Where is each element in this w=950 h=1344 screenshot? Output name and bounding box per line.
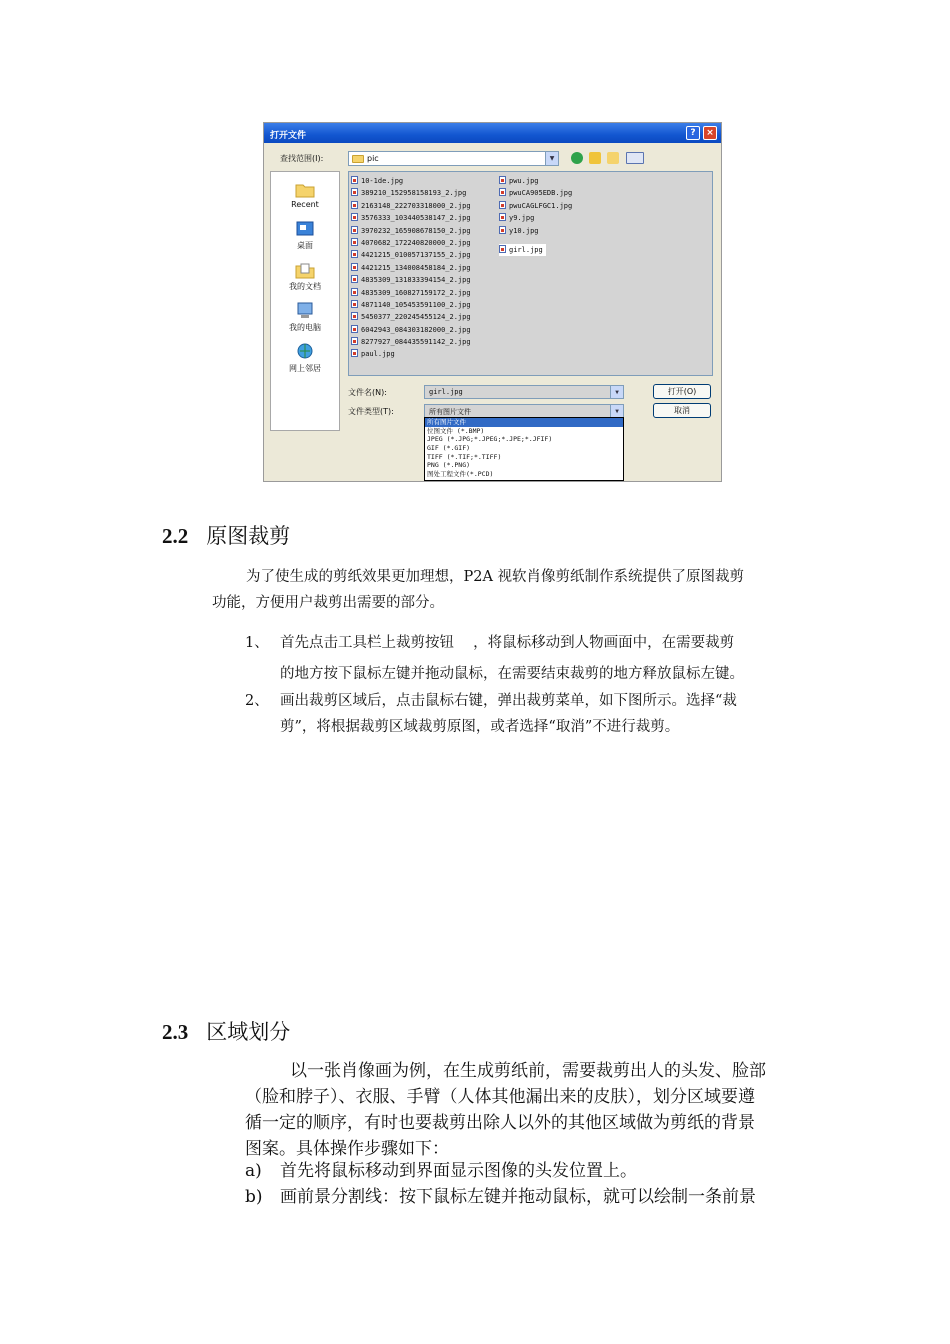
jpg-file-icon bbox=[351, 250, 358, 258]
lookin-value: pic bbox=[367, 154, 379, 163]
step-1-marker: 1、 bbox=[245, 635, 269, 651]
intro-line-2: 功能，方便用户裁剪出需要的部分。 bbox=[212, 595, 444, 611]
file-item[interactable]: 389210_152958158193_2.jpg bbox=[351, 187, 471, 199]
section-title: 原图裁剪 bbox=[206, 524, 291, 548]
computer-icon bbox=[295, 302, 315, 320]
jpg-file-icon bbox=[351, 226, 358, 234]
filetype-select[interactable]: 所有图片文件 ▼ bbox=[424, 404, 624, 418]
filetype-option[interactable]: TIFF (*.TIF;*.TIFF) bbox=[427, 452, 502, 461]
file-item[interactable]: paul.jpg bbox=[351, 348, 471, 360]
place-computer[interactable]: 我的电脑 bbox=[271, 302, 339, 333]
file-item[interactable]: 4835309_131833394154_2.jpg bbox=[351, 274, 471, 286]
step-2-line-1: 画出裁剪区域后，点击鼠标右键，弹出裁剪菜单，如下图所示。选择“裁 bbox=[280, 693, 737, 709]
filetype-option[interactable]: PNG (*.PNG) bbox=[427, 461, 471, 470]
filetype-dropdown[interactable] bbox=[424, 417, 624, 481]
chevron-down-icon[interactable]: ▼ bbox=[610, 405, 623, 417]
section-number: 2.2 bbox=[162, 524, 189, 548]
jpg-file-icon bbox=[351, 312, 358, 320]
jpg-file-icon bbox=[351, 188, 358, 196]
filetype-option[interactable]: GIF (*.GIF) bbox=[427, 444, 471, 453]
open-button[interactable]: 打开(O) bbox=[653, 384, 711, 399]
jpg-file-icon bbox=[351, 263, 358, 271]
step-2-marker: 2、 bbox=[245, 693, 269, 709]
open-file-dialog-screenshot bbox=[263, 122, 722, 482]
para-line-2: （脸和脖子）、衣服、手臂（人体其他漏出来的皮肤），划分区域要遵 bbox=[245, 1087, 755, 1107]
jpg-file-icon bbox=[351, 213, 358, 221]
intro-line-1: 为了使生成的剪纸效果更加理想，P2A 视软肖像剪纸制作系统提供了原图裁剪 bbox=[246, 569, 745, 585]
chevron-down-icon[interactable]: ▼ bbox=[545, 152, 558, 165]
step-1-line-1: 首先点击工具栏上裁剪按钮 ，将鼠标移动到人物画面中，在需要裁剪 bbox=[280, 635, 735, 651]
para-line-4: 图案。具体操作步骤如下： bbox=[245, 1139, 449, 1159]
jpg-file-icon bbox=[351, 275, 358, 283]
file-item-selected[interactable]: girl.jpg bbox=[499, 244, 546, 256]
jpg-file-icon bbox=[351, 201, 358, 209]
file-item[interactable]: 8277927_084435591142_2.jpg bbox=[351, 336, 471, 348]
file-item[interactable]: 5450377_220245455124_2.jpg bbox=[351, 311, 471, 323]
item-b-marker: b) bbox=[245, 1187, 263, 1207]
lookin-label: 查找范围(I): bbox=[280, 154, 324, 163]
jpg-file-icon bbox=[499, 226, 506, 234]
jpg-file-icon bbox=[499, 176, 506, 184]
jpg-file-icon bbox=[351, 238, 358, 246]
jpg-file-icon bbox=[351, 337, 358, 345]
jpg-file-icon bbox=[351, 176, 358, 184]
help-button[interactable]: ? bbox=[686, 126, 700, 140]
recent-folder-icon bbox=[295, 180, 315, 198]
desktop-icon bbox=[295, 220, 315, 238]
para-line-1: 以一张肖像画为例，在生成剪纸前，需要裁剪出人的头发、脸部 bbox=[290, 1061, 766, 1081]
jpg-file-icon bbox=[351, 325, 358, 333]
item-a-marker: a) bbox=[245, 1161, 262, 1181]
place-desktop[interactable]: 桌面 bbox=[271, 220, 339, 251]
file-item[interactable]: 6042943_084303182000_2.jpg bbox=[351, 324, 471, 336]
file-column-2 bbox=[499, 175, 572, 256]
item-a: 首先将鼠标移动到界面显示图像的头发位置上。 bbox=[280, 1161, 637, 1181]
file-item[interactable]: 4421215_134008458184_2.jpg bbox=[351, 262, 471, 274]
filetype-option[interactable]: 位图文件 (*.BMP) bbox=[427, 426, 485, 435]
section-title: 区域划分 bbox=[206, 1020, 291, 1044]
file-item[interactable]: pwuCA905EDB.jpg bbox=[499, 187, 572, 199]
network-globe-icon bbox=[295, 343, 315, 361]
places-bar bbox=[270, 171, 340, 431]
file-item[interactable]: 2163148_222703318000_2.jpg bbox=[351, 200, 471, 212]
place-recent[interactable]: Recent bbox=[271, 180, 339, 209]
file-list[interactable] bbox=[348, 171, 713, 376]
filetype-option[interactable]: 所有图片文件 bbox=[425, 418, 623, 427]
item-b: 画前景分割线：按下鼠标左键并拖动鼠标，就可以绘制一条前景 bbox=[280, 1187, 756, 1207]
chevron-down-icon[interactable]: ▼ bbox=[610, 386, 623, 398]
file-item[interactable]: 4421215_010057137155_2.jpg bbox=[351, 249, 471, 261]
jpg-file-icon bbox=[499, 245, 506, 253]
place-documents[interactable]: 我的文档 bbox=[271, 261, 339, 292]
view-menu-icon[interactable] bbox=[626, 152, 644, 164]
jpg-file-icon bbox=[499, 201, 506, 209]
file-item[interactable]: 3576333_103440538147_2.jpg bbox=[351, 212, 471, 224]
filetype-label: 文件类型(T): bbox=[348, 407, 394, 416]
back-icon[interactable] bbox=[571, 152, 583, 164]
close-button[interactable]: × bbox=[703, 126, 717, 140]
filetype-option[interactable]: JPEG (*.JPG;*.JPEG;*.JPE;*.JFIF) bbox=[427, 435, 553, 444]
step-2-line-2: 剪”，将根据裁剪区域裁剪原图，或者选择“取消”不进行裁剪。 bbox=[280, 719, 680, 735]
folder-icon bbox=[352, 155, 364, 163]
place-network[interactable]: 网上邻居 bbox=[271, 343, 339, 374]
section-number: 2.3 bbox=[162, 1020, 189, 1044]
file-item[interactable]: 4835309_160827159172_2.jpg bbox=[351, 287, 471, 299]
dialog-title: 打开文件 bbox=[264, 123, 721, 143]
lookin-select[interactable] bbox=[348, 151, 559, 166]
file-item[interactable]: 3970232_165908678150_2.jpg bbox=[351, 225, 471, 237]
jpg-file-icon bbox=[351, 300, 358, 308]
step-1-line-2: 的地方按下鼠标左键并拖动鼠标，在需要结束裁剪的地方释放鼠标左键。 bbox=[280, 666, 744, 682]
cancel-button[interactable]: 取消 bbox=[653, 403, 711, 418]
file-item[interactable]: 4070682_172240820000_2.jpg bbox=[351, 237, 471, 249]
file-item[interactable]: pwu.jpg bbox=[499, 175, 572, 187]
filename-label: 文件名(N): bbox=[348, 388, 387, 397]
filetype-option[interactable]: 图处工程文件(*.PCD) bbox=[427, 470, 494, 479]
jpg-file-icon bbox=[351, 349, 358, 357]
jpg-file-icon bbox=[351, 288, 358, 296]
new-folder-icon[interactable] bbox=[607, 152, 619, 164]
jpg-file-icon bbox=[499, 213, 506, 221]
up-folder-icon[interactable] bbox=[589, 152, 601, 164]
jpg-file-icon bbox=[499, 188, 506, 196]
file-item[interactable]: 10-1de.jpg bbox=[351, 175, 471, 187]
file-item[interactable]: 4871140_105453591100_2.jpg bbox=[351, 299, 471, 311]
file-item[interactable]: y9.jpg bbox=[499, 212, 572, 224]
filename-input[interactable]: girl.jpg ▼ bbox=[424, 385, 624, 399]
file-item[interactable]: pwuCAGLFGC1.jpg bbox=[499, 200, 572, 212]
para-line-3: 循一定的顺序，有时也要裁剪出除人以外的其他区域做为剪纸的背景 bbox=[245, 1113, 755, 1133]
file-item[interactable]: y10.jpg bbox=[499, 225, 572, 237]
section-2-2-heading bbox=[162, 520, 290, 550]
documents-folder-icon bbox=[295, 261, 315, 279]
section-2-3-heading bbox=[162, 1016, 290, 1046]
file-column-1 bbox=[351, 175, 471, 361]
